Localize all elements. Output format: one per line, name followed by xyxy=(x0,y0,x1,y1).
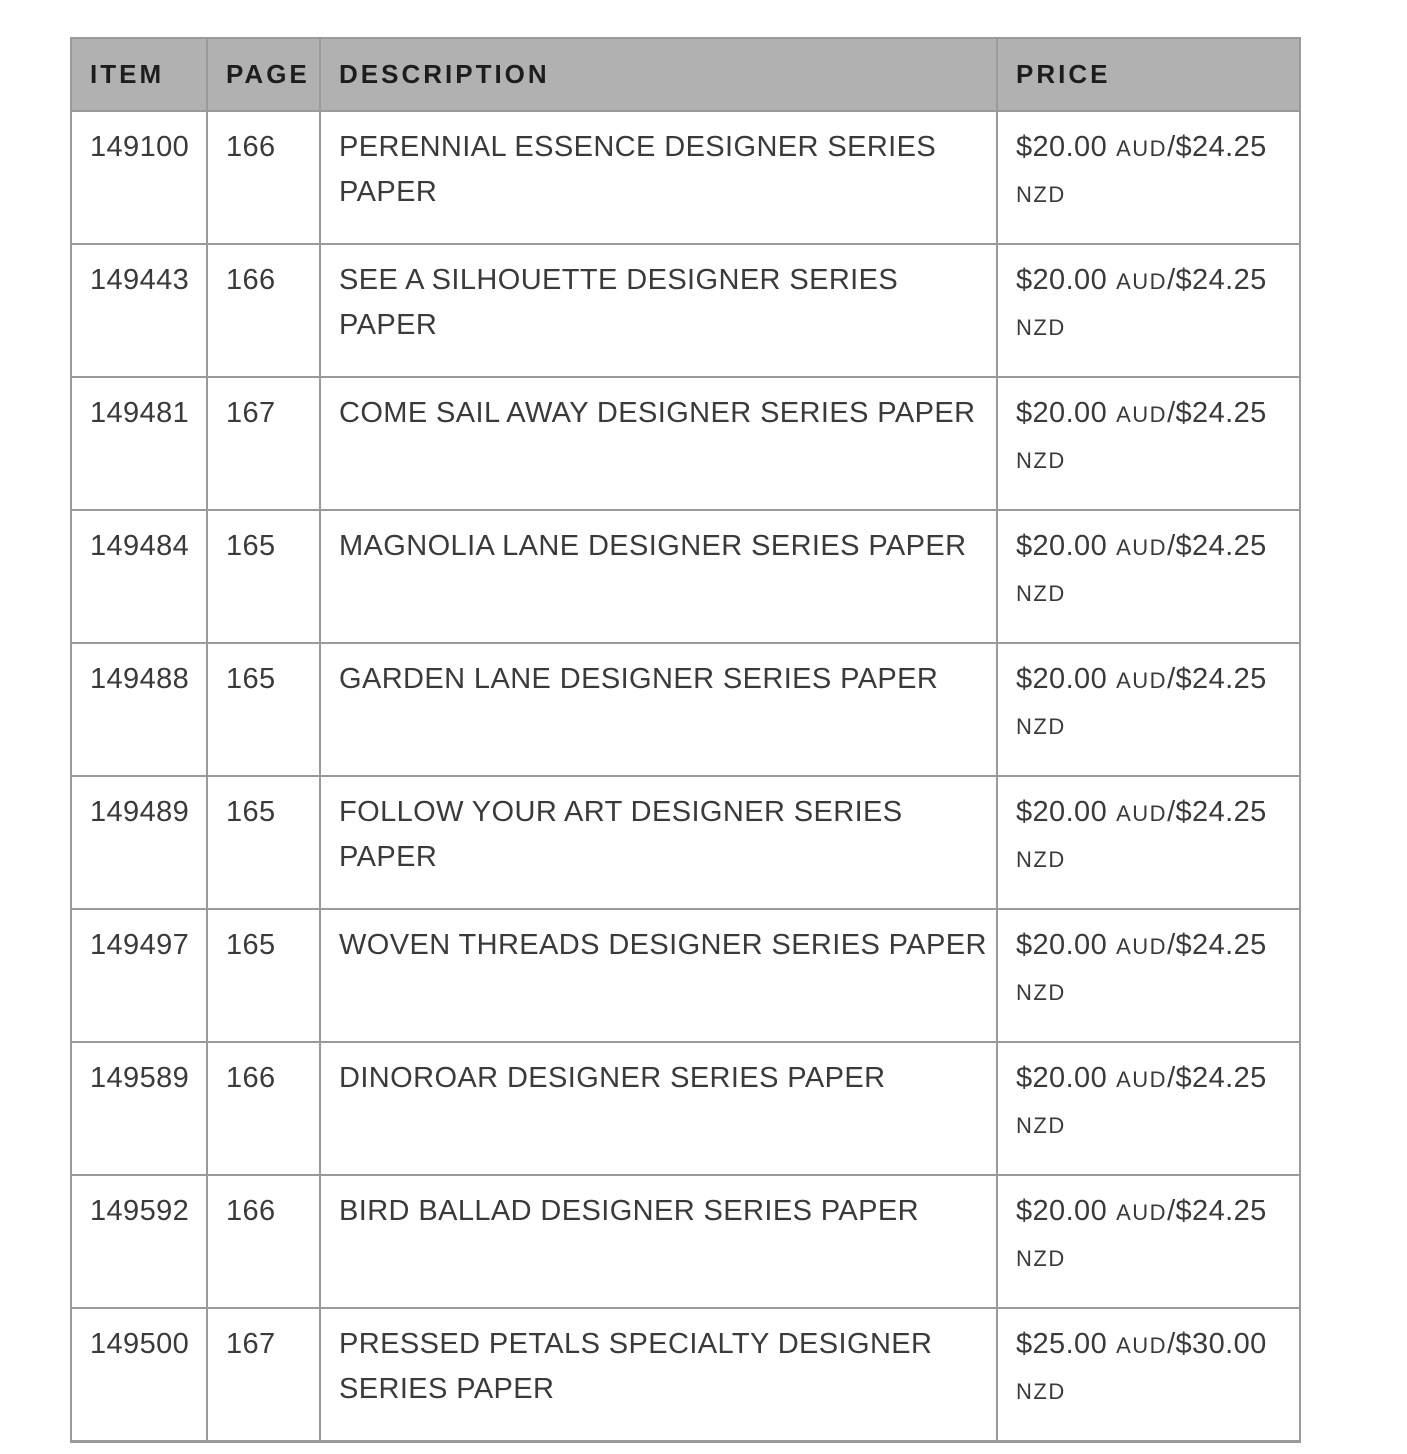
page-cell: 167 xyxy=(207,1308,320,1441)
description-cell: FOLLOW YOUR ART DESIGNER SERIES PAPER xyxy=(320,776,997,909)
description-cell: WOVEN THREADS DESIGNER SERIES PAPER xyxy=(320,909,997,1042)
table-row xyxy=(71,909,1300,1042)
price-aud-part xyxy=(1016,1062,1267,1094)
aud-currency-code: AUD xyxy=(1116,1067,1168,1092)
aud-currency-code: AUD xyxy=(1116,668,1168,693)
price-nzd-amount: $24.25 xyxy=(1175,530,1267,562)
price-aud-amount: $20.00 xyxy=(1016,929,1108,961)
description-cell: GARDEN LANE DESIGNER SERIES PAPER xyxy=(320,643,997,776)
description-cell: DINOROAR DESIGNER SERIES PAPER xyxy=(320,1042,997,1175)
price-nzd-amount: $24.25 xyxy=(1175,796,1267,828)
item-cell: 149497 xyxy=(71,909,207,1042)
nzd-currency-code: NZD xyxy=(1016,182,1066,207)
price-aud-amount: $20.00 xyxy=(1016,131,1108,163)
description-cell: MAGNOLIA LANE DESIGNER SERIES PAPER xyxy=(320,510,997,643)
table-row xyxy=(71,1175,1300,1308)
price-nzd-amount: $24.25 xyxy=(1175,1195,1267,1227)
page-cell: 165 xyxy=(207,510,320,643)
nzd-currency-code: NZD xyxy=(1016,980,1066,1005)
aud-currency-code: AUD xyxy=(1116,269,1168,294)
page-cell: 165 xyxy=(207,909,320,1042)
price-list-table xyxy=(70,37,1301,1443)
price-aud-amount: $20.00 xyxy=(1016,397,1108,429)
item-cell: 149488 xyxy=(71,643,207,776)
item-cell: 149589 xyxy=(71,1042,207,1175)
item-cell: 149500 xyxy=(71,1308,207,1441)
price-aud-part xyxy=(1016,663,1267,695)
aud-currency-code: AUD xyxy=(1116,535,1168,560)
price-cell xyxy=(997,1042,1300,1175)
item-cell: 149592 xyxy=(71,1175,207,1308)
price-nzd-amount: $24.25 xyxy=(1175,397,1267,429)
nzd-currency-code: NZD xyxy=(1016,1113,1066,1138)
item-cell: 149489 xyxy=(71,776,207,909)
price-nzd-amount: $24.25 xyxy=(1175,663,1267,695)
aud-currency-code: AUD xyxy=(1116,1333,1168,1358)
nzd-currency-code: NZD xyxy=(1016,581,1066,606)
price-aud-amount: $20.00 xyxy=(1016,1195,1108,1227)
price-separator: / xyxy=(1167,1328,1176,1360)
price-cell xyxy=(997,510,1300,643)
price-aud-part xyxy=(1016,796,1267,828)
price-aud-amount: $20.00 xyxy=(1016,663,1108,695)
description-cell: PRESSED PETALS SPECIALTY DESIGNER SERIES PAPER xyxy=(320,1308,997,1441)
price-aud-amount: $25.00 xyxy=(1016,1328,1108,1360)
price-aud-part xyxy=(1016,264,1267,296)
price-aud-amount: $20.00 xyxy=(1016,1062,1108,1094)
aud-currency-code: AUD xyxy=(1116,1200,1168,1225)
price-aud-part xyxy=(1016,131,1267,163)
nzd-currency-code: NZD xyxy=(1016,315,1066,340)
price-cell xyxy=(997,377,1300,510)
page-cell: 165 xyxy=(207,643,320,776)
page-cell: 167 xyxy=(207,377,320,510)
header-row xyxy=(71,38,1300,111)
price-separator: / xyxy=(1167,1062,1176,1094)
price-separator: / xyxy=(1167,663,1176,695)
column-header-item: ITEM xyxy=(71,38,207,111)
price-cell xyxy=(997,244,1300,377)
table-row xyxy=(71,643,1300,776)
item-cell: 149484 xyxy=(71,510,207,643)
price-cell xyxy=(997,1175,1300,1308)
description-cell: SEE A SILHOUETTE DESIGNER SERIES PAPER xyxy=(320,244,997,377)
table-row xyxy=(71,111,1300,244)
price-aud-part xyxy=(1016,1328,1267,1360)
aud-currency-code: AUD xyxy=(1116,402,1168,427)
price-nzd-amount: $24.25 xyxy=(1175,131,1267,163)
price-separator: / xyxy=(1167,264,1176,296)
price-cell xyxy=(997,776,1300,909)
page-cell: 166 xyxy=(207,244,320,377)
price-separator: / xyxy=(1167,131,1176,163)
price-cell xyxy=(997,1308,1300,1441)
price-nzd-amount: $30.00 xyxy=(1175,1328,1267,1360)
price-nzd-amount: $24.25 xyxy=(1175,264,1267,296)
table-row xyxy=(71,1042,1300,1175)
page-cell: 166 xyxy=(207,1175,320,1308)
aud-currency-code: AUD xyxy=(1116,934,1168,959)
column-header-page: PAGE xyxy=(207,38,320,111)
price-aud-amount: $20.00 xyxy=(1016,264,1108,296)
nzd-currency-code: NZD xyxy=(1016,448,1066,473)
page-cell: 166 xyxy=(207,111,320,244)
price-separator: / xyxy=(1167,530,1176,562)
table-row xyxy=(71,1308,1300,1441)
price-nzd-amount: $24.25 xyxy=(1175,1062,1267,1094)
aud-currency-code: AUD xyxy=(1116,136,1168,161)
nzd-currency-code: NZD xyxy=(1016,714,1066,739)
price-separator: / xyxy=(1167,929,1176,961)
price-aud-part xyxy=(1016,929,1267,961)
price-cell xyxy=(997,643,1300,776)
price-aud-part xyxy=(1016,530,1267,562)
price-aud-part xyxy=(1016,1195,1267,1227)
item-cell: 149100 xyxy=(71,111,207,244)
nzd-currency-code: NZD xyxy=(1016,1379,1066,1404)
item-cell: 149481 xyxy=(71,377,207,510)
price-aud-amount: $20.00 xyxy=(1016,796,1108,828)
price-separator: / xyxy=(1167,1195,1176,1227)
price-cell xyxy=(997,111,1300,244)
price-aud-amount: $20.00 xyxy=(1016,530,1108,562)
price-separator: / xyxy=(1167,796,1176,828)
description-cell: COME SAIL AWAY DESIGNER SERIES PAPER xyxy=(320,377,997,510)
nzd-currency-code: NZD xyxy=(1016,1246,1066,1271)
table-row xyxy=(71,510,1300,643)
aud-currency-code: AUD xyxy=(1116,801,1168,826)
nzd-currency-code: NZD xyxy=(1016,847,1066,872)
item-cell: 149443 xyxy=(71,244,207,377)
price-aud-part xyxy=(1016,397,1267,429)
page-cell: 166 xyxy=(207,1042,320,1175)
table-row xyxy=(71,244,1300,377)
price-separator: / xyxy=(1167,397,1176,429)
price-nzd-amount: $24.25 xyxy=(1175,929,1267,961)
description-cell: PERENNIAL ESSENCE DESIGNER SERIES PAPER xyxy=(320,111,997,244)
description-cell: BIRD BALLAD DESIGNER SERIES PAPER xyxy=(320,1175,997,1308)
column-header-description: DESCRIPTION xyxy=(320,38,997,111)
table-row xyxy=(71,377,1300,510)
price-cell xyxy=(997,909,1300,1042)
column-header-price: PRICE xyxy=(997,38,1300,111)
table-row xyxy=(71,776,1300,909)
page-cell: 165 xyxy=(207,776,320,909)
